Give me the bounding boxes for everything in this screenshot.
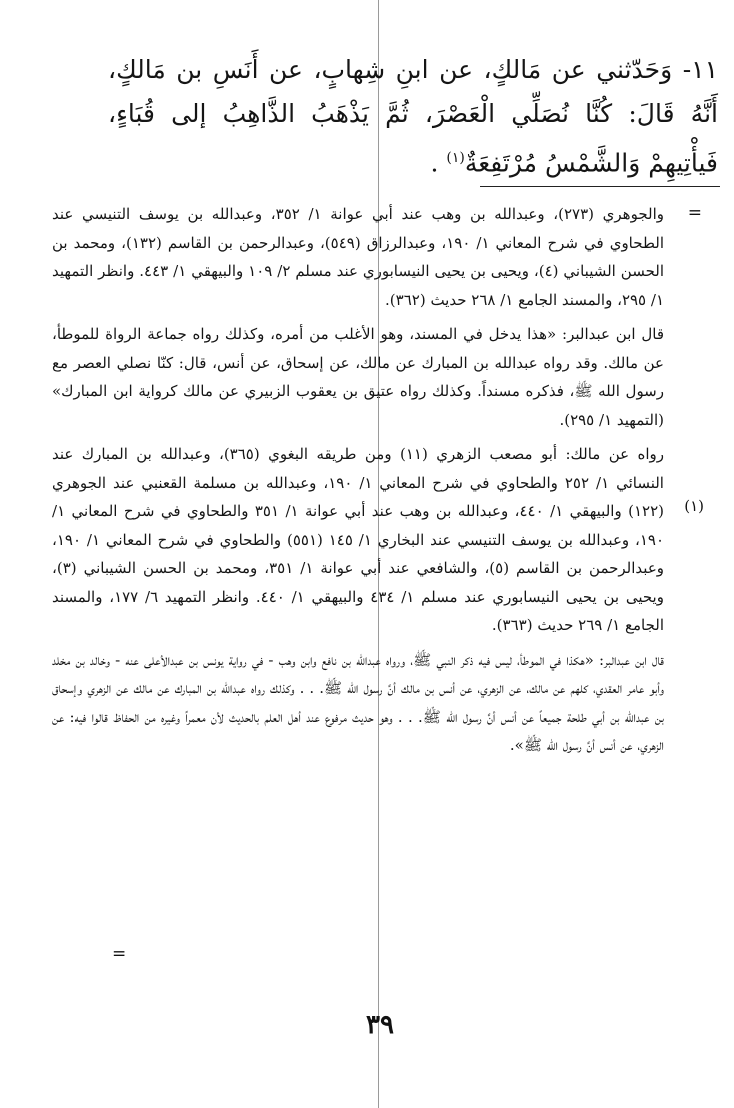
page-number: ٣٩ <box>366 1010 394 1040</box>
continues-next-page-mark: = <box>112 944 127 964</box>
hadith-text-block <box>108 48 718 185</box>
continuation-mark: = <box>687 203 702 223</box>
hadith-text: ١١- وَحَدّثني عن مَالكٍ، عن ابنِ شِهابٍ، عن أَنَسِ بن مَالكٍ، أَنَّهُ قَالَ: كُنَّا نُصَلِّي الْعَصْرَ، ثُمَّ يَذْهَبُ الذَّاهِبُ إلى قُبَاءٍ، فَيأْتِيهِمْ وَالشَّمْسُ مُرْتَفِعَةٌ <box>108 55 718 178</box>
footnote-1-paragraph: رواه عن مالك: أبو مصعب الزهري (١١) ومن طريقه البغوي (٣٦٥)، وعبدالله بن المبارك عند النسائي ١/ ٢٥٢ والطحاوي في شرح المعاني ١/ ١٩٠، وعبدالله بن مسلمة القعنبي عند الجوهري (١٢٢) والبيهقي ١/ ٤٤٠، وعبدالله بن وهب عند أبي عوانة ١/ ٣٥١ والطحاوي في شرح المعاني ١/ ١٩٠، وعبدالله بن يوسف التنيسي عند البخاري ١/ ١٤٥ (٥٥١) والطحاوي في شرح المعاني ١/ ١٩٠، وعبدالرحمن بن القاسم (٥)، والشافعي عند أبي عوانة ١/ ٣٥١، ومحمد بن الحسن الشيباني (٣)، ويحيى بن يحيى النيسابوري عند مسلم ١/ ٤٣٤ والبيهقي ١/ ٤٤٠. وانظر التمهيد ٦/ ١٧٧، والمسند الجامع ١/ ٢٦٩ حديث (٣٦٣). <box>52 445 665 634</box>
footnote-continued-paragraph: والجوهري (٢٧٣)، وعبدالله بن وهب عند أبي عوانة ١/ ٣٥٢، وعبدالله بن يوسف التنيسي عند الطحاوي في شرح المعاني ١/ ١٩٠، وعبدالرزاق (٥٤٩)، وعبدالرحمن بن القاسم (١٣٢)، ومحمد بن الحسن الشيباني (٤)، ويحيى بن يحيى النيسابوري عند مسلم ٢/ ١٠٩ والبيهقي ١/ ٤٤٣. وانظر التمهيد ١/ ٢٩٥، والمسند الجامع ١/ ٢٦٨ حديث (٣٦٢). <box>52 205 665 309</box>
footnote-1-number: (١) <box>684 497 704 515</box>
footnote-reference: (١) <box>446 150 465 166</box>
footnote-continued-quote: قال ابن عبدالبر: «هذا يدخل في المسند، وهو الأغلب من أمره، وكذلك رواه جماعة الرواة للموطأ، عن مالك. وقد رواه عبدالله بن المبارك عن مالك، عن إسحاق، عن أنس، قال: كنّا نصلي العصر مع رسول الله ﷺ، فذكره مسنداً. وكذلك رواه عتيق بن يعقوب الزبيري عن مالك كرواية ابن المبارك» (التمهيد ١/ ٢٩٥). <box>52 325 664 429</box>
footnote-1-quote: قال ابن عبدالبر: «هكذا في الموطأ، ليس فيه ذكر النبي ﷺ، ورواه عبدالله بن نافع وابن وهب - في رواية يونس بن عبدالأعلى عنه - وخالد بن مخلد وأبو عامر العقدي، كلهم عن مالك، عن الزهري، عن أنس بن مالك أنَّ رسول الله ﷺ. . . وكذلك رواه عبدالله بن المبارك عن مالك عن الزهري وإسحاق بن عبدالله بن أبي طلحة جميعاً عن أنس أنَّ رسول الله ﷺ. . . وهو حديث مرفوع عند أهل العلم بالحديث لأن معمراً وغيره من الحفاظ قالوا فيه: عن الزهري، عن أنس أنَّ رسول الله ﷺ». <box>52 650 664 754</box>
footnotes-section <box>52 200 664 766</box>
hadith-end: . <box>430 148 447 178</box>
footnote-separator <box>480 186 720 187</box>
